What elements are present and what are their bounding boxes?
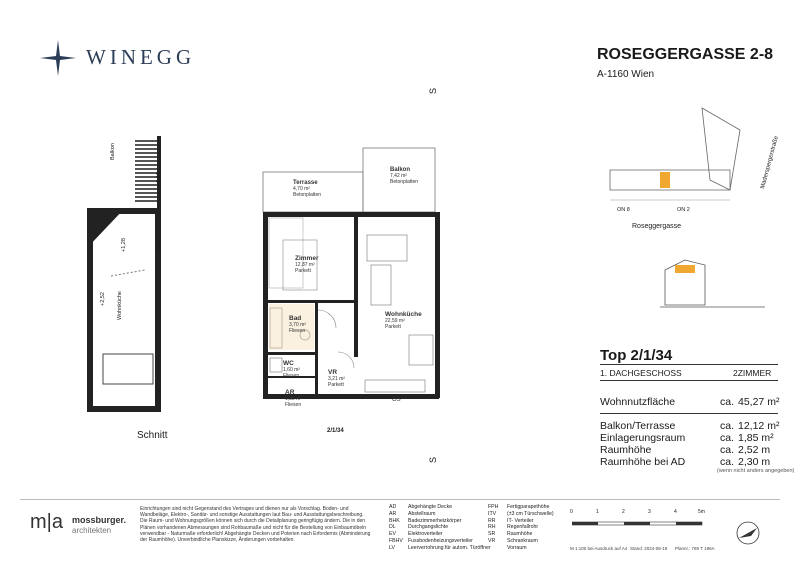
- legend-value: Schrankraum: [507, 537, 538, 544]
- room-zimmer: [295, 256, 318, 275]
- spec-value: 45,27 m²: [738, 396, 780, 408]
- legend-key: BHK: [389, 517, 400, 524]
- spec-note: (wenn nicht anders angegeben): [717, 468, 795, 474]
- plan-number: Plannr.: 769 T 196A: [675, 546, 715, 551]
- architect-name: mossburger.: [72, 515, 127, 525]
- spec-label: Raumhöhe bei AD: [600, 456, 686, 468]
- legend-abbrev-1: [389, 504, 403, 552]
- legend-value: Leerverrohrung für autom. Türöffner: [408, 544, 491, 551]
- spec-row: [600, 396, 780, 408]
- divider: [600, 380, 778, 381]
- plan-stand: Stand: 2024-08-19: [630, 546, 668, 551]
- spec-prefix: ca.: [720, 432, 735, 444]
- scale-tick: 4: [674, 509, 677, 515]
- legend-value: Fertigparapethöhe: [507, 504, 550, 510]
- legend-key: EV: [389, 531, 396, 538]
- room-wc: [283, 361, 300, 380]
- divider: [600, 413, 778, 414]
- legend-key: FPH: [488, 504, 499, 510]
- scale-tick: 0: [570, 509, 573, 515]
- disclaimer-line: verwendbar - Naturmaße erforderlich! Abgehängte Decken und Poterien nach Erfordernis (Abminderung: [140, 530, 371, 537]
- room-floor: Fliesen: [289, 328, 306, 335]
- legend-value: IT- Verteiler: [507, 517, 534, 524]
- room-name: VR: [328, 369, 338, 376]
- legend-key: DL: [389, 524, 396, 531]
- legend-key: VR: [488, 537, 496, 544]
- spec-prefix: ca.: [720, 420, 735, 432]
- divider: [600, 364, 778, 365]
- spec-row: [600, 420, 780, 432]
- room-floor: Parkett: [385, 324, 401, 331]
- spec-value: 12,12 m²: [738, 420, 780, 432]
- spec-value: 1,85 m²: [738, 432, 774, 444]
- legend-key: ITV: [488, 510, 497, 517]
- section-height-4: +0,17: [156, 172, 162, 186]
- room-floor: Fliesen: [283, 373, 300, 380]
- section-marker-bottom: S: [428, 456, 439, 464]
- spec-prefix: ca.: [720, 444, 735, 456]
- winegg-logo: [40, 40, 76, 76]
- legend-value: Regenfallrohr: [507, 524, 539, 531]
- spec-row: [600, 456, 780, 468]
- disclaimer-line: Die Raum- und Wohnungsgrößen können sich durch die Detailplanung geringfügig ändern. Die in den: [140, 518, 366, 525]
- room-area: 12,87 m²: [295, 262, 315, 269]
- room-name: Terrasse: [293, 180, 318, 186]
- scale-info: M 1:100 bei Ausdruck auf A4: [570, 546, 628, 551]
- room-name: Zimmer: [295, 255, 319, 262]
- room-name: Bad: [289, 315, 302, 322]
- room-area: 22,59 m²: [385, 318, 405, 325]
- section-height-2: +1,28: [121, 238, 127, 252]
- spec-label: Einlagerungsraum: [600, 432, 686, 444]
- scale-tick: 3: [648, 509, 651, 515]
- legend-value: (±3 cm Türschwelle): [507, 510, 554, 517]
- section-marker-top: S: [428, 87, 439, 95]
- site-street-1: Roseggergasse: [632, 223, 682, 230]
- scale-tick: 5m: [698, 509, 705, 515]
- disclaimer: [140, 506, 375, 543]
- spec-label: Wohnnutzfläche: [600, 396, 676, 408]
- brand-name: WINEGG: [86, 45, 196, 69]
- legend-value: Elektroverteiler: [408, 531, 443, 538]
- room-floor: Parkett: [328, 382, 344, 389]
- site-on8: ON 8: [617, 207, 630, 213]
- room-area: 4,70 m²: [293, 186, 310, 193]
- section-balkon-label: Balkon: [110, 143, 116, 160]
- room-name: WC: [283, 360, 294, 367]
- section-height-3: FOK: [156, 240, 162, 252]
- room-floor: Betonplatten: [293, 192, 322, 199]
- project-city: A-1160 Wien: [597, 69, 655, 80]
- north-arrow-icon: [733, 518, 763, 548]
- unit-top: Top 2/1/34: [600, 347, 673, 364]
- room-bad: [289, 316, 306, 335]
- section-wohnkueche-label: Wohnküche: [117, 291, 123, 320]
- legend-key: RH: [488, 524, 496, 531]
- room-name: Balkon: [390, 167, 411, 173]
- spec-label: Balkon/Terrasse: [600, 420, 676, 432]
- room-balkon: [390, 167, 418, 186]
- disclaimer-line: der Raumhöhe). Unverbindliche Planskizze, Änderungen vorbehalten.: [140, 537, 295, 544]
- legend-value: Durchgangslichte: [408, 524, 449, 531]
- unit-floor: 1. DACHGESCHOSS: [600, 368, 682, 378]
- legend-key: AD: [389, 504, 397, 510]
- site-street-2: Maderspergerstraße: [760, 135, 780, 190]
- legend-desc-1: [408, 504, 491, 552]
- legend-value: Abgehängte Decke: [408, 504, 453, 510]
- room-area: 3,70 m²: [289, 322, 306, 329]
- legend-key: AR: [389, 510, 397, 517]
- room-vr: [328, 370, 345, 389]
- legend-key: RR: [488, 517, 496, 524]
- legend-desc-2: [507, 504, 554, 552]
- scale-tick: 2: [622, 509, 625, 515]
- spec-row: [600, 432, 780, 444]
- site-on2: ON 2: [677, 207, 690, 213]
- section-mini: [655, 255, 770, 325]
- section-height-1: +2,52: [100, 292, 106, 306]
- room-floor: Fliesen: [285, 402, 302, 409]
- room-floor: Betonplatten: [390, 179, 419, 186]
- scale-tick: 1: [596, 509, 599, 515]
- disclaimer-line: Einrichtungen sind nicht Gegenstand des Vertrages und dienen nur als Vorschlag. Boden- und: [140, 506, 349, 512]
- section-drawing: [85, 130, 195, 430]
- architect-logo: m|a: [30, 511, 63, 533]
- legend-abbrev-2: [488, 504, 498, 545]
- spec-row: [600, 444, 780, 456]
- room-wohnkueche: [385, 312, 422, 331]
- top-id-marker: 2/1/34: [327, 428, 344, 434]
- legend-key: LV: [389, 544, 395, 551]
- disclaimer-line: Wandbeläge, Elektro-, Sanitär- und sonstige Ausstattungen laut Bau- und Ausstattungsbeschreibung.: [140, 512, 364, 519]
- room-name: AR: [285, 389, 295, 396]
- legend-value: Abstellraum: [408, 510, 436, 517]
- architect-sub: architekten: [72, 526, 112, 535]
- room-area: 1,60 m²: [283, 367, 300, 374]
- project-title: ROSEGGERGASSE 2-8: [597, 46, 774, 63]
- legend-key: SR: [488, 531, 496, 538]
- spec-prefix: ca.: [720, 396, 735, 408]
- section-label: Schnitt: [137, 430, 168, 441]
- room-ar: [285, 390, 302, 409]
- room-name: Wohnküche: [385, 311, 422, 318]
- room-area: 7,42 m²: [390, 173, 407, 180]
- room-area: 3,21 m²: [328, 376, 345, 383]
- room-terrasse: [293, 180, 321, 199]
- gs-label: GS: [392, 397, 401, 403]
- disclaimer-line: Plänen vorhandenen Abmessungen sind Rohbaumaße und nicht für die Bestellung von Einbaumöbeln: [140, 524, 366, 531]
- room-floor: Parkett: [295, 268, 311, 275]
- legend-value: Fussbodenheizungsverteiler: [408, 537, 473, 544]
- legend-value: Raumhöhe: [507, 531, 533, 538]
- spec-value: 2,52 m: [738, 444, 771, 456]
- spec-label: Raumhöhe: [600, 444, 652, 456]
- site-plan: [590, 100, 770, 220]
- spec-prefix: ca.: [720, 456, 735, 468]
- footer-divider: [20, 499, 780, 500]
- unit-rooms: 2ZIMMER: [733, 368, 772, 378]
- legend-key: FBHV: [389, 537, 403, 544]
- spec-value: 2,30 m: [738, 456, 771, 468]
- scale-bar: [572, 518, 712, 530]
- legend-value: Vorraum: [507, 544, 527, 551]
- room-area: 1,38 m²: [285, 396, 302, 403]
- legend-value: Badezimmerheizkörper: [408, 517, 462, 524]
